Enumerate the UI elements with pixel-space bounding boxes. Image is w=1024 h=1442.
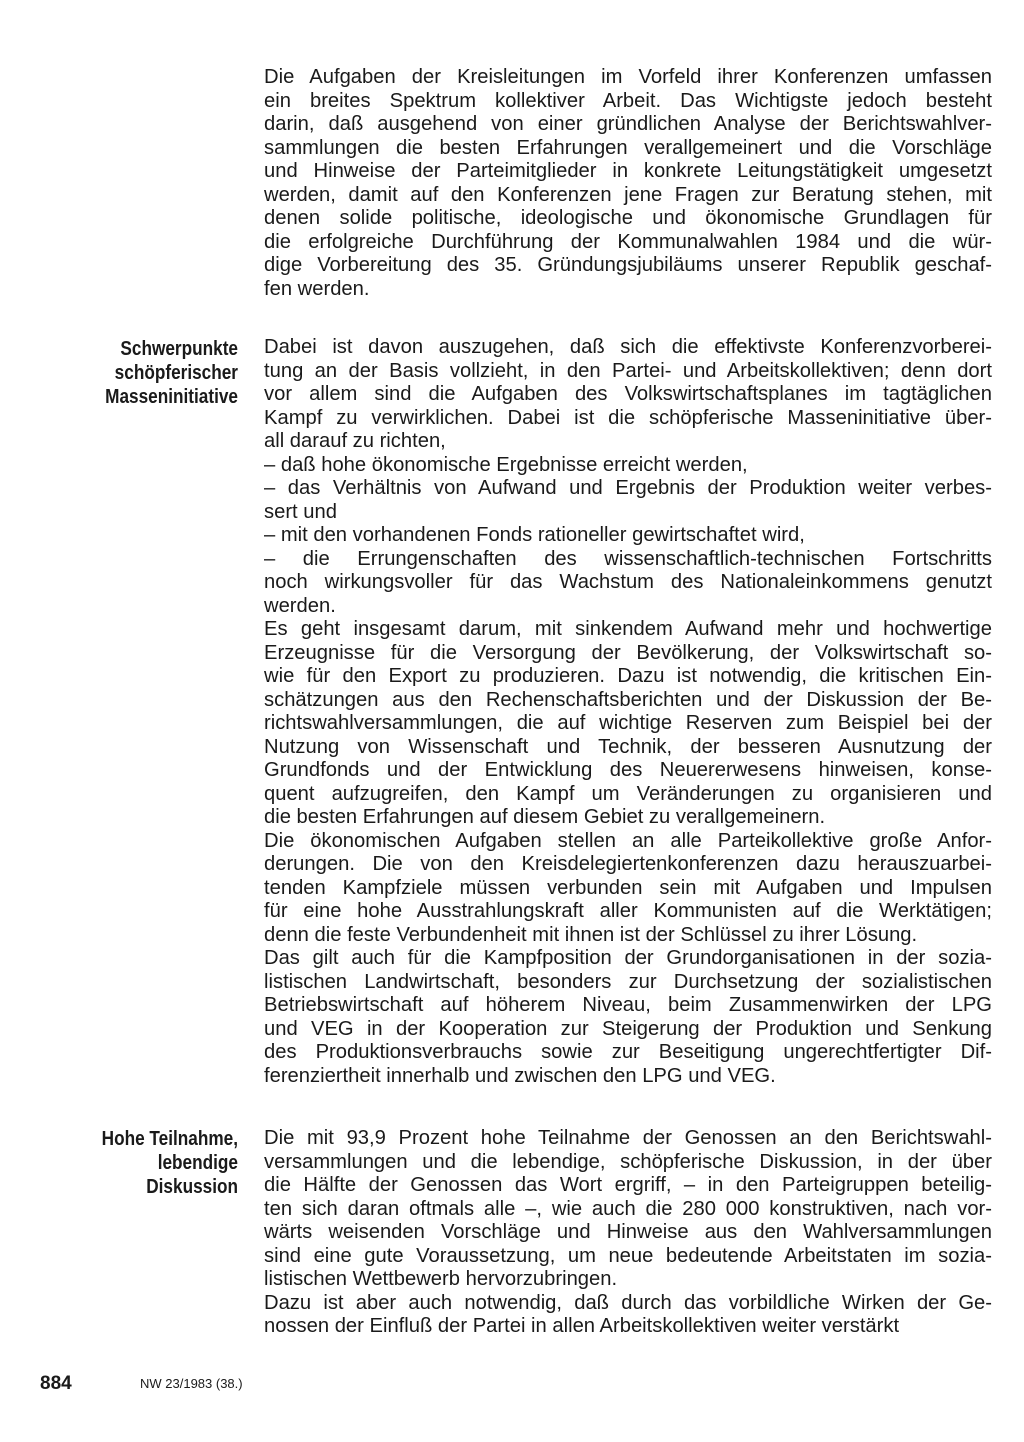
- text-line: Betriebswirtschaft auf höherem Niveau, beim Zusammenwirken der LPG: [264, 994, 992, 1016]
- text-line: sind eine gute Voraussetzung, um neue bedeutende Arbeitstaten im sozia-: [264, 1244, 992, 1267]
- text-line: die erfolgreiche Durchführung der Kommunalwahlen 1984 und die wür-: [264, 230, 992, 253]
- text-line: listischen Landwirtschaft, besonders zur Durchsetzung der sozialistischen: [264, 970, 992, 993]
- text-line: denn die feste Verbundenheit mit ihnen ist der Schlüssel zu ihrer Lösung.: [264, 923, 918, 946]
- text-line: Das gilt auch für die Kampfposition der Grundorganisationen in der sozia-: [264, 947, 992, 969]
- text-line: – daß hohe ökonomische Ergebnisse erreicht werden,: [264, 453, 748, 476]
- text-line: Erzeugnisse für die Versorgung der Bevölkerung, der Volkswirtschaft so-: [264, 641, 992, 664]
- text-line: schätzungen aus den Rechenschaftsberichten und der Diskussion der Be-: [264, 688, 992, 711]
- text-line: Die mit 93,9 Prozent hohe Teilnahme der Genossen an den Berichtswahl-: [264, 1127, 992, 1149]
- text-line: werden.: [264, 594, 336, 617]
- heading-line: Hohe Teilnahme,: [101, 1128, 238, 1150]
- text-line: Die Aufgaben der Kreisleitungen im Vorfeld ihrer Konferenzen umfassen: [264, 66, 992, 88]
- text-line: tenden Kampfziele müssen verbunden sein mit Aufgaben und Impulsen: [264, 876, 992, 899]
- text-line: – die Errungenschaften des wissenschaftlich-technischen Fortschritts: [264, 547, 992, 570]
- text-line: Die ökonomischen Aufgaben stellen an alle Parteikollektive große Anfor-: [264, 829, 992, 852]
- text-line: quent aufzugreifen, den Kampf um Veränderungen zu organisieren und: [264, 782, 992, 805]
- section-teilnahme-text: [264, 1127, 992, 1339]
- text-line: noch wirkungsvoller für das Wachstum des Nationaleinkommens genutzt: [264, 571, 992, 593]
- text-line: die besten Erfahrungen auf diesem Gebiet zu verallgemeinern.: [264, 806, 826, 828]
- text-line: und Hinweise der Parteimitglieder in konkrete Leitungstätigkeit umgesetzt: [264, 160, 992, 182]
- issue-reference: NW 23/1983 (38.): [140, 1376, 243, 1391]
- heading-line: Schwerpunkte: [120, 338, 238, 360]
- text-line: listischen Wettbewerb hervorzubringen.: [264, 1268, 618, 1290]
- text-line: fen werden.: [264, 277, 370, 300]
- text-line: wie für den Export zu produzieren. Dazu ist notwendig, die kritischen Ein-: [264, 665, 992, 687]
- text-line: werden, damit auf den Konferenzen jene Fragen zur Beratung stehen, mit: [264, 183, 992, 206]
- text-line: für eine hohe Ausstrahlungskraft aller Kommunisten auf die Werktätigen;: [264, 900, 992, 922]
- text-line: richtswahlversammlungen, die auf wichtige Reserven zum Beispiel bei der: [264, 712, 992, 734]
- text-line: – mit den vorhandenen Fonds rationeller gewirtschaftet wird,: [264, 524, 805, 546]
- text-line: versammlungen und die lebendige, schöpferische Diskussion, in der über: [264, 1150, 992, 1173]
- text-line: sammlungen die besten Erfahrungen verallgemeinert und die Vorschläge: [264, 136, 992, 159]
- text-line: Nutzung von Wissenschaft und Technik, der besseren Ausnutzung der: [264, 735, 992, 758]
- text-line: ferenziertheit innerhalb und zwischen den LPG und VEG.: [264, 1064, 776, 1087]
- text-line: denen solide politische, ideologische und ökonomische Grundlagen für: [264, 207, 992, 229]
- text-line: derungen. Die von den Kreisdelegiertenkonferenzen dazu herauszuarbei-: [264, 853, 992, 875]
- heading-line: Diskussion: [146, 1176, 238, 1198]
- text-line: nossen der Einfluß der Partei in allen Arbeitskollektiven weiter verstärkt: [264, 1315, 900, 1337]
- text-line: des Produktionsverbrauchs sowie zur Beseitigung ungerechtfertigter Dif-: [264, 1041, 992, 1063]
- heading-line: lebendige: [157, 1152, 238, 1174]
- side-heading-masseninitiative: [66, 337, 238, 409]
- text-line: vor allem sind die Aufgaben des Volkswirtschaftsplanes im tagtäglichen: [264, 383, 992, 405]
- text-line: all darauf zu richten,: [264, 430, 446, 452]
- text-line: und VEG in der Kooperation zur Steigerung der Produktion und Senkung: [264, 1017, 992, 1040]
- page-number: 884: [40, 1373, 72, 1394]
- text-line: darin, daß ausgehend von einer gründlichen Analyse der Berichtswahlver-: [264, 113, 992, 135]
- text-line: ten sich daran oftmals alle –, wie auch die 280 000 konstruktiven, nach vor-: [264, 1197, 992, 1220]
- text-line: dige Vorbereitung des 35. Gründungsjubiläums unserer Republik geschaf-: [264, 254, 992, 276]
- text-line: wärts weisenden Vorschläge und Hinweise aus den Wahlversammlungen: [264, 1221, 992, 1243]
- text-line: Dabei ist davon auszugehen, daß sich die effektivste Konferenzvorberei-: [264, 336, 992, 358]
- text-line: Es geht insgesamt darum, mit sinkendem Aufwand mehr und hochwertige: [264, 618, 992, 640]
- text-line: ein breites Spektrum kollektiver Arbeit. Das Wichtigste jedoch besteht: [264, 89, 992, 112]
- heading-line: schöpferischer: [114, 362, 238, 384]
- text-line: tung an der Basis vollzieht, in den Partei- und Arbeitskollektiven; denn dort: [264, 359, 992, 382]
- text-line: Kampf zu verwirklichen. Dabei ist die schöpferische Masseninitiative über-: [264, 406, 992, 429]
- text-line: – das Verhältnis von Aufwand und Ergebnis der Produktion weiter verbes-: [264, 477, 992, 499]
- text-line: sert und: [264, 500, 337, 523]
- text-line: Dazu ist aber auch notwendig, daß durch das vorbildliche Wirken der Ge-: [264, 1291, 992, 1314]
- heading-line: Masseninitiative: [105, 386, 238, 408]
- intro-paragraph: [264, 66, 992, 301]
- section-masseninitiative-text: [264, 336, 992, 1088]
- text-line: die Hälfte der Genossen das Wort ergriff, – in den Parteigruppen beteilig-: [264, 1174, 992, 1196]
- side-heading-teilnahme: [66, 1127, 238, 1199]
- text-line: Grundfonds und der Entwicklung des Neuererwesens hinweisen, konse-: [264, 759, 992, 781]
